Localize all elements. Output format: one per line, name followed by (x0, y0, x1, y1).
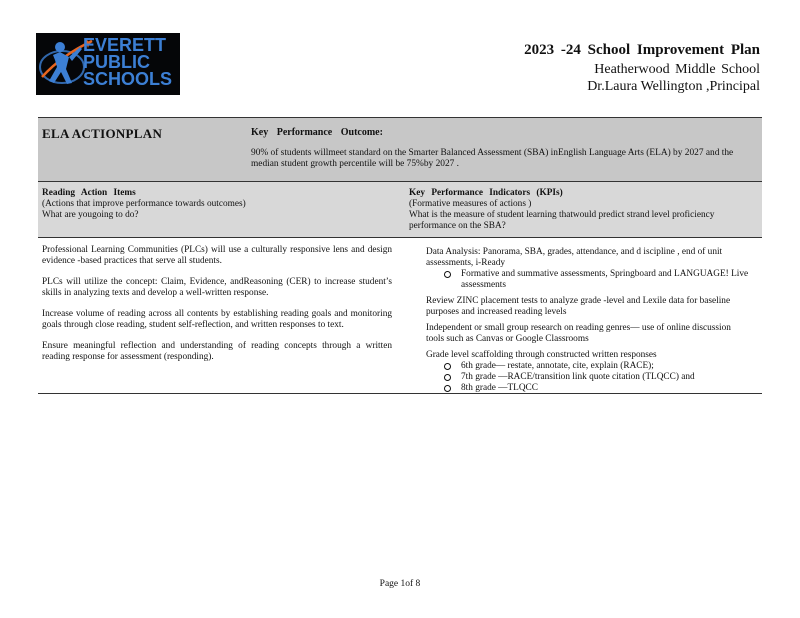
document-title: 2023 -24 School Improvement Plan (524, 42, 760, 58)
bullet-circle-icon (444, 271, 451, 278)
kpi-item (410, 296, 750, 318)
kpi-subtitle: (Formative measures of actions ) (409, 199, 532, 209)
kpi-subitem-text: Formative and summative assessments, Springboard and LANGUAGE! Live assessments (461, 269, 749, 290)
plan-title: ELA ACTIONPLAN (42, 126, 163, 141)
action-items-list (42, 245, 392, 373)
action-item: Ensure meaningful reflection and understanding of reading concepts through a written reading response for assessment (responding). (42, 341, 392, 362)
table-bottom-divider (38, 393, 762, 394)
bullet-circle-icon (444, 385, 451, 392)
action-item: Increase volume of reading across all contents by establishing reading goals and monitoring goals through close reading, student self-reflection, and written responses to text. (42, 309, 392, 330)
kpi-item-text: Data Analysis: Panorama, SBA, grades, attendance, and d iscipline , end of unit assessments, i-Ready (426, 247, 723, 268)
principal-name: Dr.Laura Wellington ,Principal (587, 79, 760, 94)
kpi-subitem-text: 8th grade —TLQCC (461, 383, 538, 393)
kpi-subitem (426, 269, 750, 291)
kpi-item-text: Grade level scaffolding through constructed written responses (426, 350, 657, 360)
school-name: Heatherwood Middle School (594, 62, 760, 77)
kpi-question: What is the measure of student learning thatwould predict strand level proficiency performance on the SBA? (409, 210, 715, 231)
column-headings-band (38, 182, 762, 237)
logo-line-3: SCHOOLS (83, 69, 173, 89)
logo-wordmark (83, 37, 179, 88)
kpi-list (410, 247, 750, 399)
plan-header-band (38, 118, 762, 181)
kpi-subitem-text: 6th grade— restate, annotate, cite, explain (RACE); (461, 361, 654, 371)
action-items-heading (42, 188, 342, 221)
heading-divider (38, 237, 762, 238)
page-number: Page 1of 8 (379, 579, 421, 589)
action-items-question: What are yougoing to do? (42, 210, 139, 220)
kpi-title: Key Performance Indicators (KPIs) (409, 188, 563, 198)
kpo-label: Key Performance Outcome: (251, 127, 383, 138)
kpi-item-text: Independent or small group research on reading genres— use of online discussion tools such as Canvas or Google Classrooms (426, 323, 731, 344)
kpi-item (410, 350, 750, 394)
logo-line-1: EVERETT (83, 35, 167, 55)
bullet-circle-icon (444, 374, 451, 381)
kpi-item (410, 323, 750, 345)
bullet-circle-icon (444, 363, 451, 370)
action-items-title: Reading Action Items (42, 188, 136, 198)
kpi-item (410, 247, 750, 291)
kpi-heading (409, 188, 754, 232)
action-items-subtitle: (Actions that improve performance towards outcomes) (42, 199, 246, 209)
kpo-text: 90% of students willmeet standard on the Smarter Balanced Assessment (SBA) inEnglish Language Arts (ELA) by 2027 and the median student growth percentile will be 75%by 2027 . (251, 148, 734, 169)
kpi-subitem-text: 7th grade —RACE/transition link quote citation (TLQCC) and (461, 372, 695, 382)
kpi-subitem (426, 361, 750, 372)
kpi-subitem (426, 372, 750, 383)
action-item: PLCs will utilize the concept: Claim, Evidence, andReasoning (CER) to increase student’s skills in analyzing texts and develop a well-written response. (42, 277, 392, 298)
kpi-item-text: Review ZINC placement tests to analyze grade -level and Lexile data for baseline purposes and increased reading levels (426, 296, 731, 317)
district-logo (36, 33, 180, 95)
logo-line-2: PUBLIC (83, 52, 150, 72)
action-item: Professional Learning Communities (PLCs) will use a culturally responsive lens and design evidence -based practices that serve all students. (42, 245, 392, 266)
